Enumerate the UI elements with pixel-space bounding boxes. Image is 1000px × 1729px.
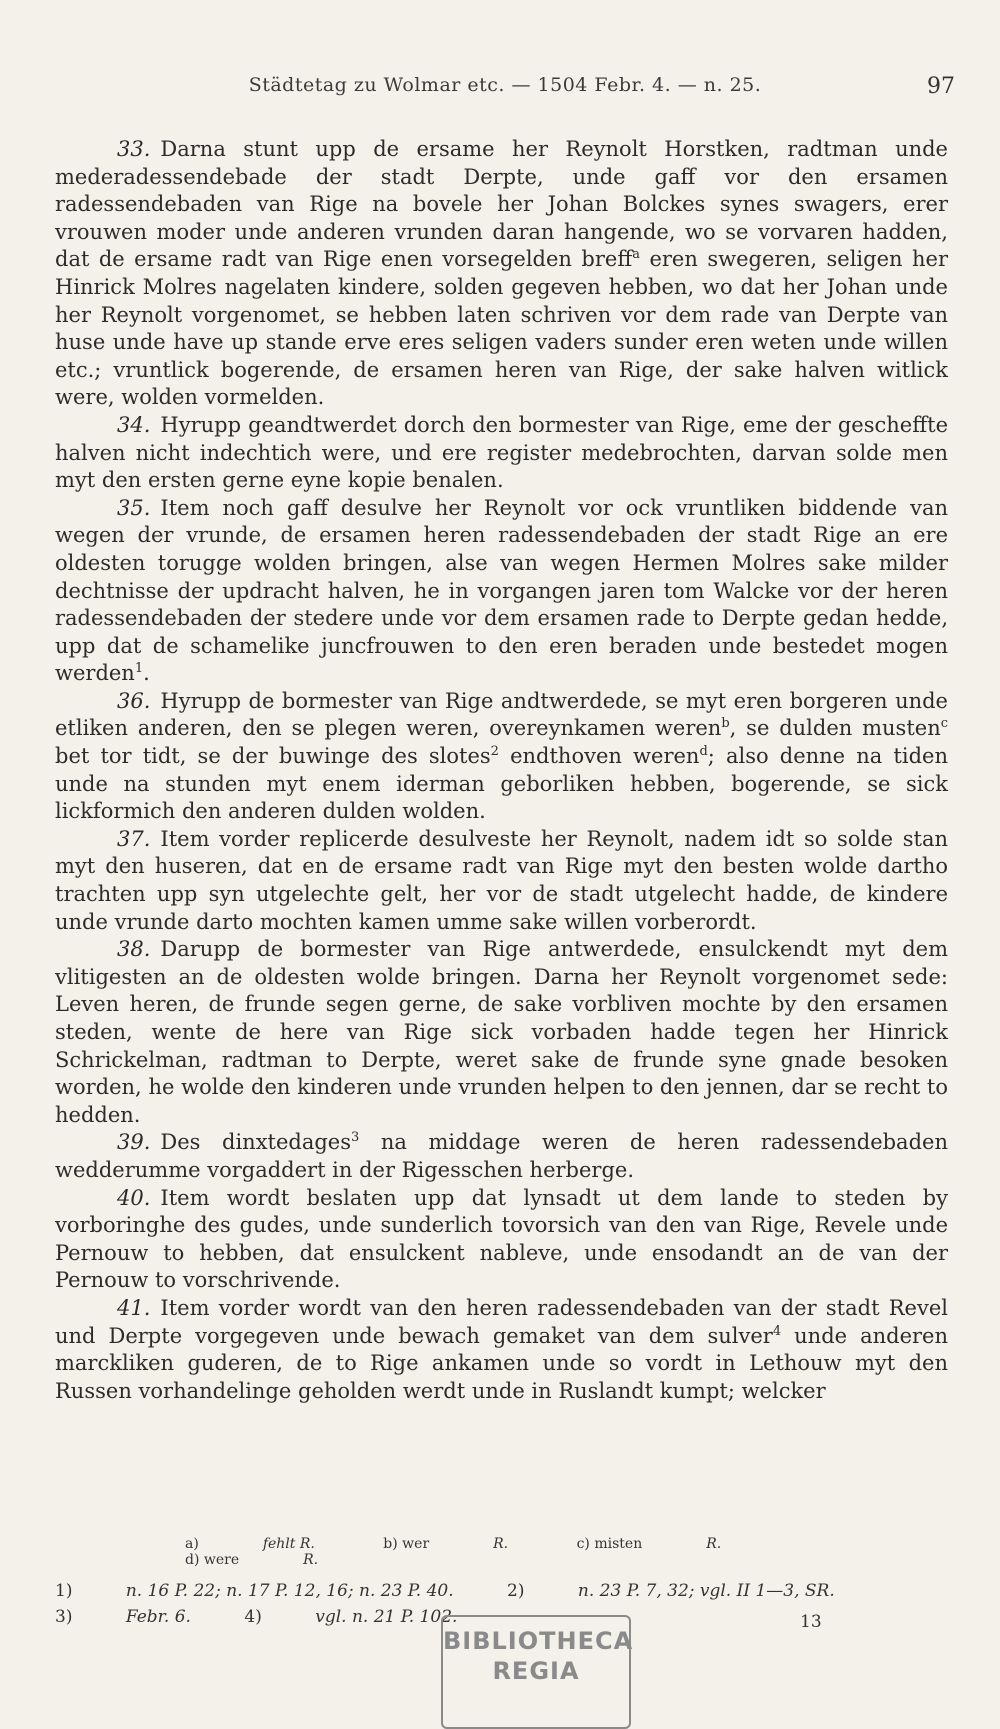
paragraph-38 <box>55 936 948 1129</box>
paragraph-number: 39. <box>117 1130 151 1155</box>
footnote-number: 4) <box>244 1607 262 1627</box>
paragraph-text: Item wordt beslaten upp dat lynsadt ut dem lande to steden by vorboringhe des gudes, unde sunderlich tovorsich van den van Rige, Revele unde Pernouw to hebben, dat ensulckent nableve, unde ensodandt an de van der Pernouw to vorschrivende. <box>55 1185 948 1293</box>
paragraph-number: 37. <box>117 826 151 851</box>
footnote <box>55 1604 191 1630</box>
paragraph-text: bet tor tidt, se der buwinge des slotes <box>55 744 491 769</box>
paragraph-text: Darna stunt upp de ersame her Reynolt Horstken, radtman unde mederadessendebade der stadt Derpte, unde gaff vor den ersamen radessendebaden van Rige na bovele her Johan Bolckes synes swagers, erer vrouwen moder unde anderen vrunden daran hangende, wo se vorvaren hadden, dat de ersame radt van Rige enen vorsegelden breff <box>55 137 948 272</box>
variant-note-source: R. <box>493 1536 509 1552</box>
paragraph-36 <box>55 688 948 826</box>
body-text <box>55 136 948 1405</box>
footnote-line <box>55 1578 948 1604</box>
variant-note <box>383 1536 508 1552</box>
paragraph-35 <box>55 495 948 688</box>
footnote-text: n. 16 P. 22; n. 17 P. 12, 16; n. 23 P. 40. <box>125 1581 454 1601</box>
variant-note-label: d) were <box>185 1552 240 1568</box>
paragraph-number: 33. <box>117 137 151 161</box>
footnote-text: n. 23 P. 7, 32; vgl. II 1—3, SR. <box>577 1581 835 1601</box>
footnote-number: 2) <box>507 1581 525 1601</box>
paragraph-text: . <box>143 661 150 686</box>
paragraph-33 <box>55 136 948 412</box>
library-stamp <box>441 1615 634 1729</box>
paragraph-text: Darupp de bormester van Rige antwerdede, ensulckendt myt dem vlitigesten an de oldesten wolde bringen. Darna her Reynolt vorgenomet sede: Leven heren, de frunde segen gerne, de sake vorbliven mochte by den ersamen steden, wente de here van Rige sick vorbaden hadde tegen her Hinrick Schrickelman, radtman to Derpte, weret sake de frunde syne gnade besoken worden, he wolde den kinderen unde vrunden helpen to den jennen, dar se recht to hedden. <box>55 937 948 1127</box>
variant-note-label: b) wer <box>383 1536 430 1552</box>
paragraph-number: 41. <box>117 1295 151 1320</box>
footnote-text: Febr. 6. <box>125 1607 191 1627</box>
paragraph-text: ; also denne na tiden unde na stunden myt enem iderman geborliken hebben, bogerende, se sick lickformich den anderen dulden wolden. <box>55 744 948 824</box>
paragraph-text: unde anderen marckliken guderen, de to Rige ankamen unde so vordt in Lethouw myt den Russen vorhandelinge geholden werdt unde in Ruslandt kumpt; welcker <box>55 1323 948 1403</box>
variant-note <box>577 1536 722 1552</box>
paragraph-text: Item vorder wordt van den heren radessendebaden van der stadt Revel und Derpte vorgegeven unde bewach gemaket van dem sulver <box>55 1295 948 1348</box>
paragraph-text: Des dinxtedages <box>160 1130 352 1155</box>
paragraph-number: 36. <box>117 688 151 713</box>
paragraph-text: Hyrupp de bormester van Rige andtwerdede, se myt eren borgeren unde etliken anderen, den se plegen weren, overeynkamen weren <box>55 688 948 741</box>
running-head <box>55 74 955 104</box>
paragraph-text: na middage weren de heren radessendebaden wedderumme vorgaddert in der Rigesschen herberge. <box>55 1130 948 1182</box>
variant-mark: c <box>940 716 948 732</box>
signature-mark: 13 <box>800 1612 822 1632</box>
variant-note-label: a) <box>185 1536 199 1552</box>
paragraph-number: 40. <box>117 1185 151 1210</box>
variant-notes <box>55 1536 948 1568</box>
paragraph-number: 35. <box>117 495 151 520</box>
variant-mark: d <box>699 744 708 760</box>
paragraph-text: eren swegeren, seligen her Hinrick Molres nagelaten kindere, solden gegeven hebben, wo dat her Johan unde her Reynolt vorgenomet, se hebben laten schriven vor dem rade van Derpte van huse unde have up stande erve eres seligen vaders sunder eren weten unde willen etc.; vruntlick bogerende, de ersamen heren van Rige, der sake halven witlick were, wolden vormelden. <box>55 247 948 410</box>
footnote <box>507 1578 835 1604</box>
variant-note <box>185 1536 315 1552</box>
running-head-title: Städtetag zu Wolmar etc. — 1504 Febr. 4. — n. 25. <box>248 74 762 96</box>
footnote-mark: 4 <box>772 1323 782 1339</box>
paragraph-41 <box>55 1295 948 1405</box>
stamp-line-2: REGIA <box>492 1657 580 1685</box>
variant-note-source: R. <box>303 1552 319 1568</box>
paragraph-40 <box>55 1185 948 1295</box>
footnote-mark: 1 <box>134 661 144 677</box>
paragraph-text: Item noch gaff desulve her Reynolt vor ock vruntliken biddende van wegen der vrunde, de ersamen heren radessendebaden der stadt Rige an ere oldesten torugge wolden bringen, alse van wegen Hermen Molres sake milder dechtnisse der updracht halven, he in vorgangen jaren tom Walcke vor der heren radessendebaden der stedere unde vor dem ersamen rade to Derpte gedan hedde, upp dat de schamelike juncfrouwen to den eren beraden unde bestedet mogen werden <box>55 495 948 686</box>
paragraph-text: Hyrupp geandtwerdet dorch den bormester van Rige, eme der gescheffte halven nicht indechtich were, und ere register medebrochten, darvan solde men myt den ersten gerne eyne kopie benalen. <box>55 412 948 493</box>
variant-note <box>185 1552 318 1568</box>
footnote-number: 1) <box>55 1581 73 1601</box>
variant-mark: b <box>721 716 730 732</box>
paragraph-37 <box>55 826 948 936</box>
page-number: 97 <box>927 74 955 99</box>
footnote-mark: 3 <box>351 1130 360 1146</box>
paragraph-number: 38. <box>117 937 151 962</box>
paragraph-text: Item vorder replicerde desulveste her Reynolt, nadem idt so solde stan myt den huseren, dat en de ersame radt van Rige myt den besten wolde dartho trachten upp syn utgelechte gelt, her vor de stadt utgelecht hadde, de kindere unde vrunde darto mochten kamen umme sake willen vorberordt. <box>55 826 948 934</box>
variant-note-source: R. <box>706 1536 722 1552</box>
footnote-number: 3) <box>55 1607 73 1627</box>
footnote-mark: 2 <box>490 744 499 760</box>
paragraph-34 <box>55 412 948 495</box>
paragraph-number: 34. <box>117 412 151 437</box>
footnote <box>244 1604 457 1630</box>
paragraph-39 <box>55 1129 948 1184</box>
stamp-line-1: BIBLIOTHECA <box>443 1627 634 1655</box>
footnote-text: vgl. n. 21 P. 102. <box>315 1607 458 1627</box>
variant-mark: a <box>632 247 640 263</box>
variant-note-source: fehlt R. <box>262 1536 315 1552</box>
paragraph-text: endthoven weren <box>498 744 700 769</box>
paragraph-text: , se dulden musten <box>729 716 941 741</box>
footnote <box>55 1578 454 1604</box>
variant-note-label: c) misten <box>576 1536 643 1552</box>
